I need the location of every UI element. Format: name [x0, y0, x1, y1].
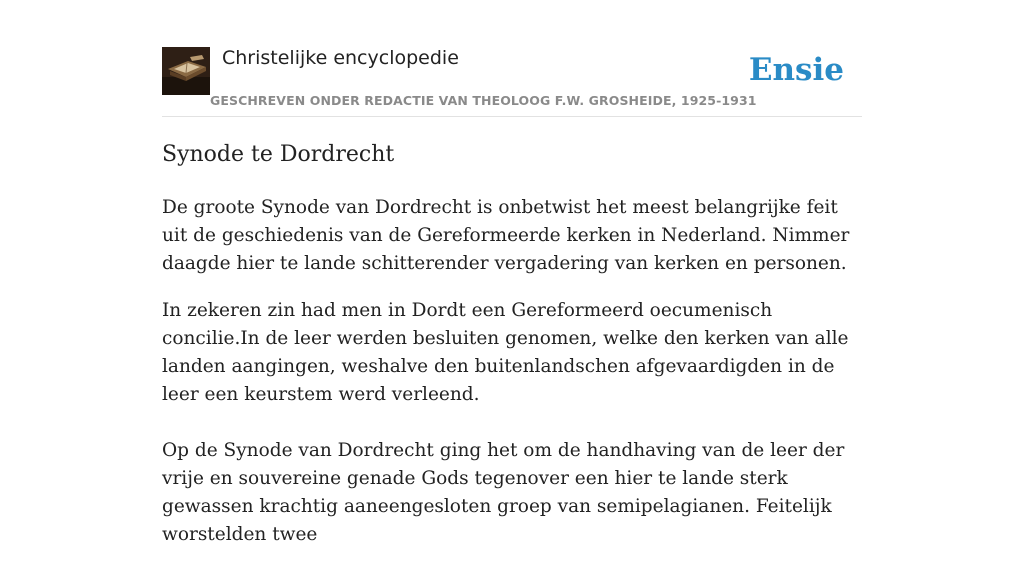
article-paragraph-2: In zekeren zin had men in Dordt een Gereformeerd oecumenisch concilie.In de leer werden besluiten genomen, welke den kerken van alle landen aangingen, weshalve den buitenlandschen afgevaardigden in de leer een keurstem werd verleend.	[162, 300, 849, 405]
site-title[interactable]: Christelijke encyclopedie	[222, 47, 459, 69]
article	[162, 138, 862, 568]
article-paragraph-1: De groote Synode van Dordrecht is onbetwist het meest belangrijke feit uit de geschiedenis van de Gereformeerde kerken in Nederland. Nimmer daagde hier te lande schitterender vergadering van kerken en personen.	[162, 197, 850, 274]
brand-logo-link[interactable]: Ensie	[748, 52, 844, 88]
site-subtitle: GESCHREVEN ONDER REDACTIE VAN THEOLOOG F.W. GROSHEIDE, 1925-1931	[210, 93, 757, 108]
site-logo[interactable]	[162, 47, 210, 95]
article-title: Synode te Dordrecht	[162, 142, 395, 167]
book-icon	[162, 47, 210, 95]
article-paragraph-3: Op de Synode van Dordrecht ging het om de handhaving van de leer der vrije en souvereine genade Gods tegenover een hier te lande sterk gewassen krachtig aaneengesloten groep van semipelagianen. Feitelijk worstelden twee	[162, 440, 845, 545]
site-header	[162, 46, 862, 117]
